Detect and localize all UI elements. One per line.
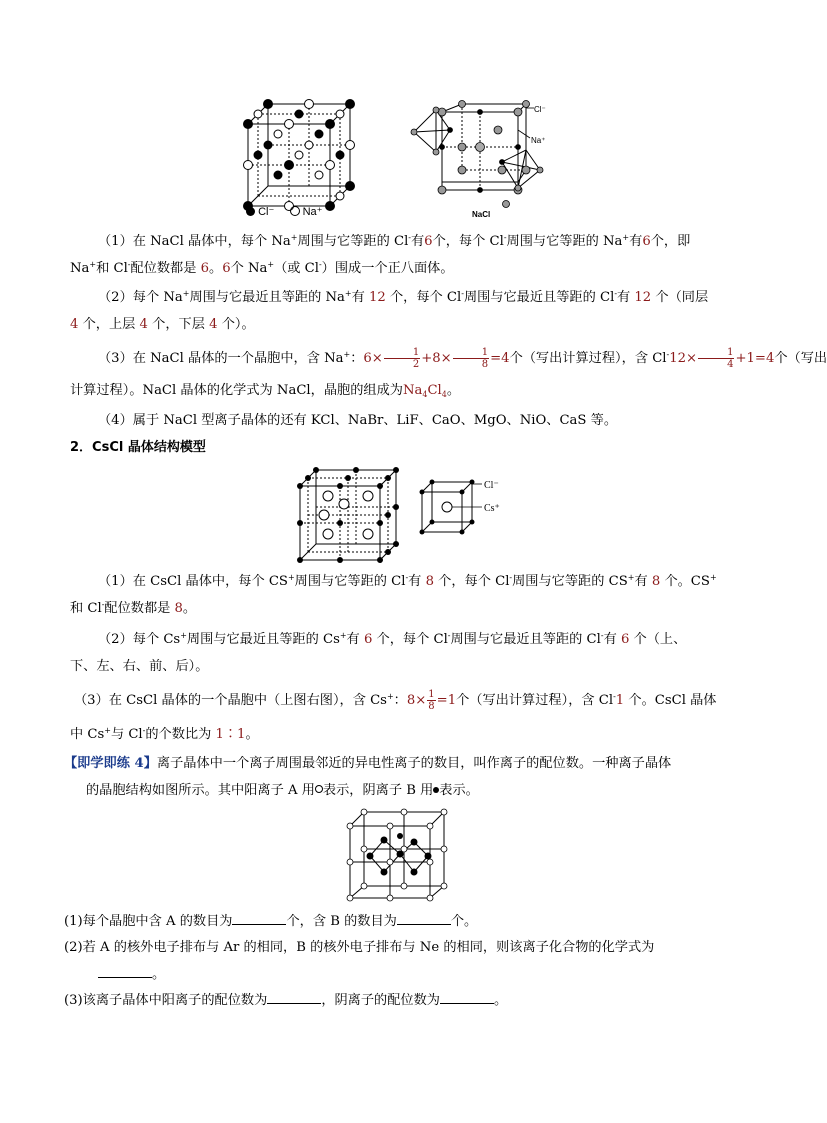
nacl-caption: NaCl (472, 210, 491, 219)
answer-blank-formula[interactable] (98, 965, 152, 978)
answer-blank-anion-cn[interactable] (440, 991, 494, 1004)
cscl-heading: 2．CsCl 晶体结构模型 (70, 440, 206, 455)
nacl-para-3-cont: 计算过程）。NaCl 晶体的化学式为 NaCl，晶胞的组成为$Na_4Cl_4$。 (70, 383, 461, 399)
cscl-para-2-cont: 下、左、右、前、后）。 (70, 659, 209, 674)
practice-line-2: 的晶胞结构如图所示。其中阳离子 A 用 表示，阴离子 B 用 表示。 (86, 783, 479, 798)
open-circle-icon (290, 206, 300, 216)
right-cl-label: Cl⁻ (534, 105, 546, 114)
practice-line-1: 【即学即练 4】离子晶体中一个离子周围最邻近的异电性离子的数目，叫作离子的配位数。一种离子晶体 (64, 756, 672, 771)
cscl-cl-label: Cl⁻ (484, 480, 499, 491)
practice-tag: 【即学即练 4】 (64, 756, 157, 771)
nacl-para-4: （4）属于 NaCl 型离子晶体的还有 KCl、NaBr、LiF、CaO、MgO、NiO、CaS 等。 (98, 413, 618, 428)
small-open-circle-icon (315, 785, 323, 793)
filled-circle-icon (246, 207, 255, 216)
question-3: (3)该离子晶体中阳离子的配位数为 ，阴离子的配位数为 。 (64, 993, 508, 1008)
cscl-unit-cell-figure (418, 476, 514, 536)
nacl-octahedron-figure (406, 100, 556, 220)
cscl-para-3-cont: 中 Cs+与 Cl-的个数比为 1∶1。 (70, 726, 259, 742)
legend-na-label: Na⁺ (302, 206, 323, 218)
answer-blank-a-count[interactable] (232, 912, 286, 925)
nacl-para-1: （1）在 NaCl 晶体中，每个 Na+周围与它等距的 Cl-有6个，每个 Cl-周围与它等距的 Na+有6个，即 (98, 233, 691, 249)
question-2: (2)若 A 的核外电子排布与 Ar 的相同，B 的核外电子排布与 Ne 的相同，则该离子化合物的化学式为 (64, 940, 655, 955)
cscl-para-1-cont: 和 Cl-配位数都是 8。 (70, 600, 197, 616)
nacl-para-3: （3）在 NaCl 晶体的一个晶胞中，含 Na+：6× $\frac{1}{2}$ +8× $\frac{1}{8}$ =4个（写出计算过程），含 Cl-12× $\frac{1}{4}$ +1=4个（写出 (98, 347, 827, 370)
nacl-legend (246, 205, 322, 218)
legend-cl-label: Cl⁻ (258, 206, 275, 218)
question-1: (1)每个晶胞中含 A 的数目为 个，含 B 的数目为 个。 (64, 914, 478, 929)
cscl-para-3: （3）在 CsCl 晶体的一个晶胞中（上图右图），含 Cs+：8× $\frac{1}{8}$ =1个（写出计算过程），含 Cl-1 个。CsCl 晶体 (74, 689, 717, 712)
right-na-label: Na⁺ (531, 136, 546, 145)
nacl-para-2: （2）每个 Na+周围与它最近且等距的 Na+有 12 个，每个 Cl-周围与它最近且等距的 Cl-有 12 个（同层 (98, 289, 709, 305)
cscl-cs-label: Cs⁺ (484, 503, 500, 514)
nacl-para-1-cont: Na+和 Cl-配位数都是 6。6个 Na+（或 Cl-）围成一个正八面体。 (70, 260, 454, 276)
cscl-para-2: （2）每个 Cs+周围与它最近且等距的 Cs+有 6 个，每个 Cl-周围与它最近且等距的 Cl-有 6 个（上、 (98, 631, 687, 647)
ionic-crystal-figure (344, 806, 452, 902)
question-2-cont: 。 (98, 964, 758, 986)
answer-blank-cation-cn[interactable] (267, 991, 321, 1004)
nacl-para-2-cont: 4 个，上层 4 个，下层 4 个）。 (70, 317, 255, 332)
cscl-para-1: （1）在 CsCl 晶体中，每个 CS+周围与它等距的 Cl-有 8 个，每个 Cl-周围与它等距的 CS+有 8 个。CS+ (98, 573, 717, 589)
answer-blank-b-count[interactable] (397, 912, 451, 925)
cscl-lattice-figure (294, 466, 404, 566)
